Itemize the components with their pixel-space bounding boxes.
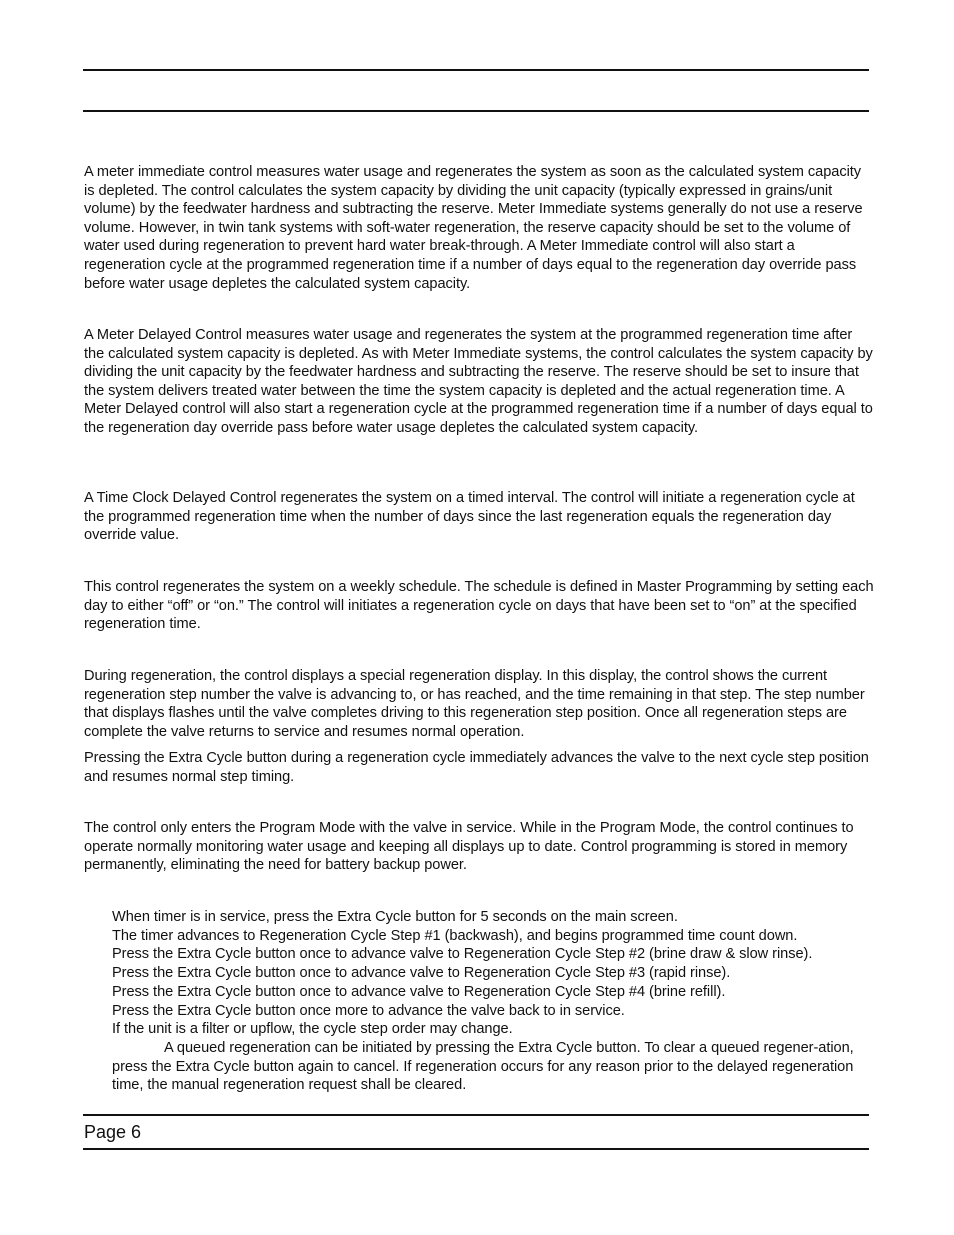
manual-regeneration-steps	[112, 908, 872, 1095]
header-rule-bottom	[83, 110, 869, 112]
manual-step: Press the Extra Cycle button once to advance valve to Regeneration Cycle Step #2 (brine draw & slow rinse).	[112, 946, 813, 963]
footer-rule-bottom	[83, 1148, 869, 1150]
regeneration-display-paragraph: During regeneration, the control displays a special regeneration display. In this display, the control shows the current regeneration step number the valve is advancing to, or has reached, and the time remaining in that step. The step number that displays flashes until the valve completes driving to this regeneration step position. Once all regeneration steps are complete the valve returns to service and resumes normal operation.	[84, 668, 865, 740]
header-rule-top	[83, 69, 869, 71]
filter-upflow-note: If the unit is a filter or upflow, the cycle step order may change.	[112, 1021, 513, 1038]
meter-immediate-paragraph: A meter immediate control measures water usage and regenerates the system as soon as the calculated system capacity is depleted. The control calculates the system capacity by dividing the unit capacity (typically expressed in grains/unit volume) by the feedwater hardness and subtracting the reserve. Meter Immediate systems generally do not use a reserve volume. However, in twin tank systems with soft-water regeneration, the reserve capacity should be set to the volume of water used during regeneration to prevent hard water break-through. A Meter Immediate control will also start a regeneration cycle at the programmed regeneration time if a number of days equal to the regeneration day override pass before water usage depletes the calculated system capacity.	[84, 164, 863, 292]
footer-rule-top	[83, 1114, 869, 1116]
manual-step: When timer is in service, press the Extra Cycle button for 5 seconds on the main screen.	[112, 909, 678, 925]
program-mode-paragraph: The control only enters the Program Mode with the valve in service. While in the Program Mode, the control continues to operate normally monitoring water usage and keeping all displays up to date. Control programming is stored in memory permanently, eliminating the need for battery backup power.	[84, 820, 854, 874]
queued-regeneration-note: A queued regeneration can be initiated by pressing the Extra Cycle button. To clear a queued regener-ation, press the Extra Cycle button again to cancel. If regeneration occurs for any reason prior to the delayed regeneration time, the manual regeneration request shall be cleared.	[112, 1039, 854, 1094]
manual-step: Press the Extra Cycle button once more to advance the valve back to in service.	[112, 1002, 625, 1019]
time-clock-delayed-paragraph: A Time Clock Delayed Control regenerates the system on a timed interval. The control will initiate a regeneration cycle at the programmed regeneration time when the number of days since the last regeneration equals the regeneration day override value.	[84, 490, 855, 544]
manual-step: Press the Extra Cycle button once to advance valve to Regeneration Cycle Step #3 (rapid rinse).	[112, 965, 731, 982]
extra-cycle-paragraph: Pressing the Extra Cycle button during a regeneration cycle immediately advances the valve to the next cycle step position and resumes normal step timing.	[84, 750, 869, 785]
manual-step: Press the Extra Cycle button once to advance valve to Regeneration Cycle Step #4 (brine refill).	[112, 983, 726, 1000]
weekly-schedule-paragraph: This control regenerates the system on a weekly schedule. The schedule is defined in Master Programming by setting each day to either “off” or “on.” The control will initiates a regeneration cycle on days that have been set to “on” at the specified regeneration time.	[84, 579, 874, 633]
meter-delayed-paragraph: A Meter Delayed Control measures water usage and regenerates the system at the programmed regeneration time after the calculated system capacity is depleted. As with Meter Immediate systems, the control calculates the system capacity by dividing the unit capacity by the feedwater hardness and subtracting the reserve. The reserve should be set to insure that the system delivers treated water between the time the system capacity is depleted and the actual regeneration time. A Meter Delayed control will also start a regeneration cycle at the programmed regeneration time if a number of days equal to the regeneration day override pass before water usage depletes the calculated system capacity.	[84, 327, 873, 436]
page-number: Page 6	[84, 1122, 142, 1142]
manual-step: The timer advances to Regeneration Cycle Step #1 (backwash), and begins programmed time count down.	[112, 927, 798, 944]
